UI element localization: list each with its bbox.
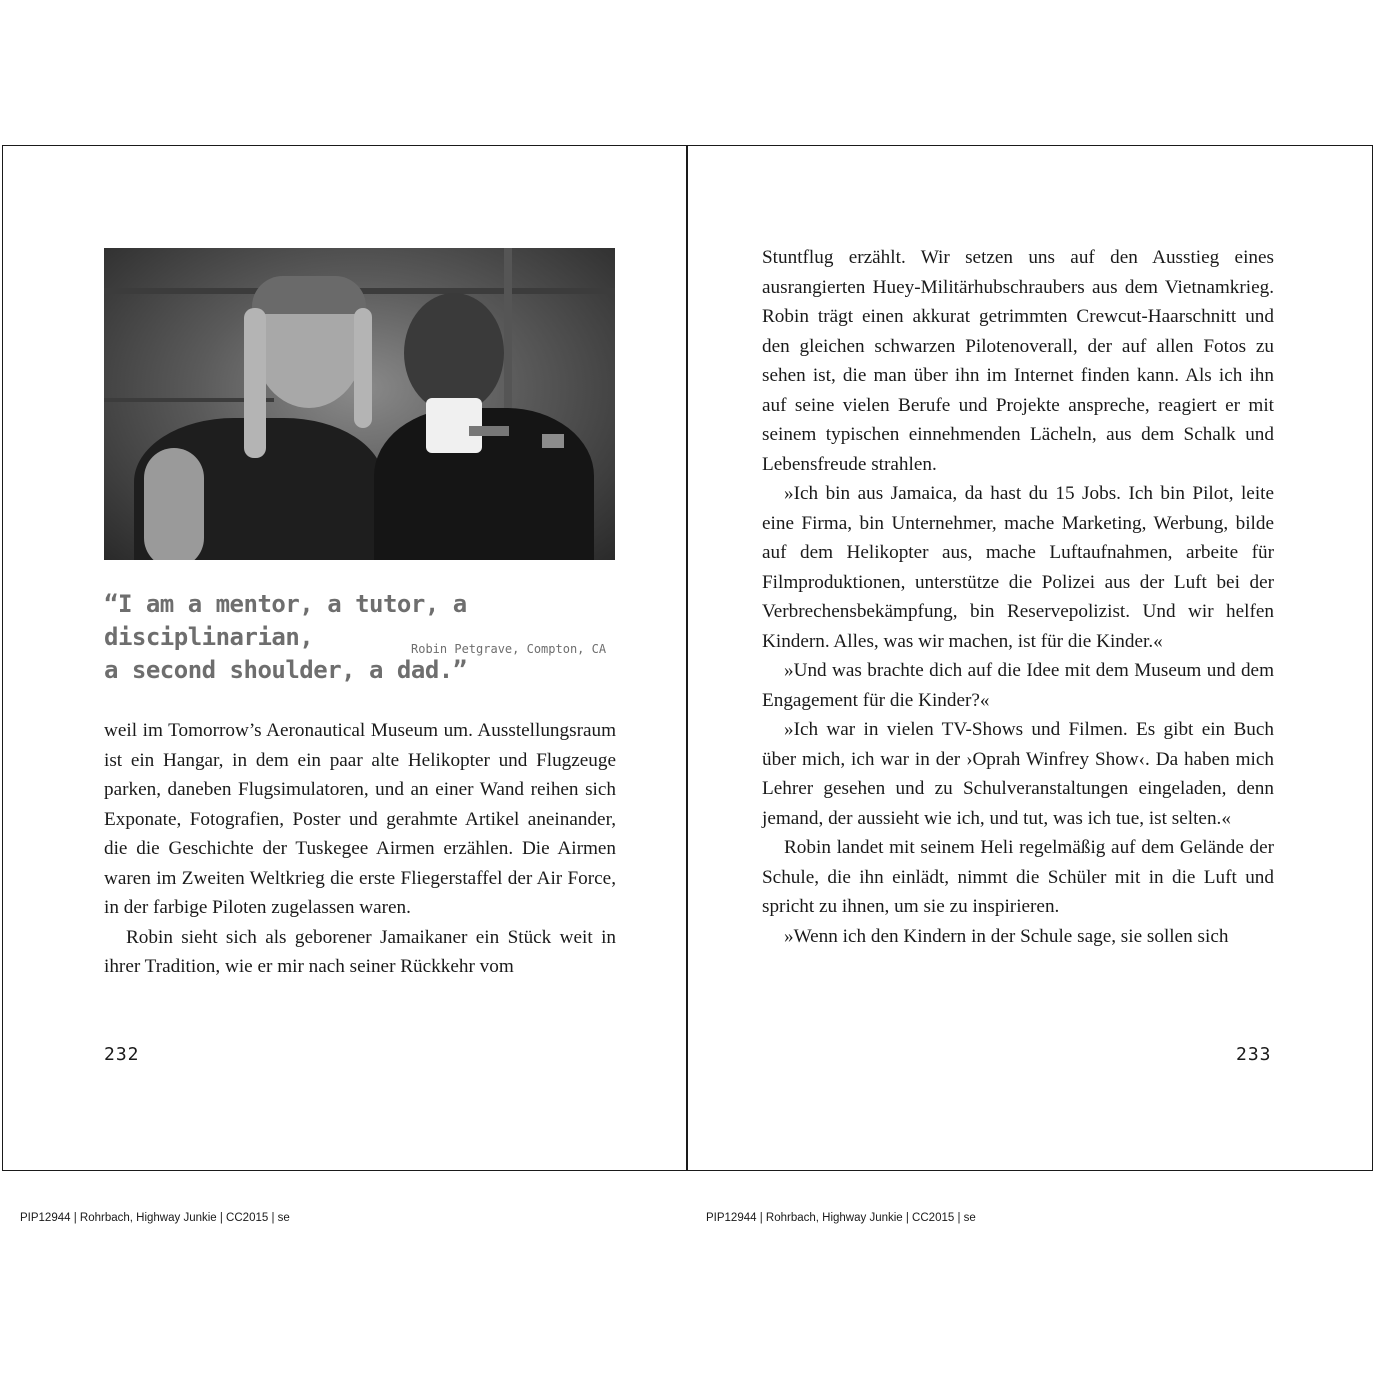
flag-patch [542, 434, 564, 448]
right-paragraph-1: Stuntflug erzählt. Wir setzen uns auf den Ausstieg eines ausrangierten Huey-Militärhubschraubers aus dem Vietnamkrieg. Robin trägt einen akkurat getrimmten Crewcut-Haarschnitt und den gleichen schwarzen Pilotenoverall, der auf allen Fotos zu sehen ist, die man über ihn im Internet finden kann. Als ich ihn auf seine vielen Berufe und Projekte anspreche, reagiert er mit seinem typischen einnehmenden Lächeln, aus dem Schalk und Lebensfreude strahlen. [762, 247, 1274, 475]
pull-quote [104, 588, 624, 687]
right-paragraph-2: »Ich bin aus Jamaica, da hast du 15 Jobs. Ich bin Pilot, leite eine Firma, bin Unternehmer, mache Marketing, Werbung, bilde auf dem Helikopter aus, mache Luftaufnahmen, arbeite für Filmproduktionen, unterstütze die Polizei aus der Luft bei der Verbrechensbekämpfung, bin Reservepolizist. Und wir helfen Kindern. Alles, was wir machen, ist für die Kinder.« [762, 483, 1274, 652]
left-paragraph-2: Robin sieht sich als geborener Jamaikaner ein Stück weit in ihrer Tradition, wie er mir nach seiner Rückkehr vom [104, 926, 616, 977]
portrait-photo [104, 248, 615, 560]
right-page-body [762, 243, 1274, 951]
quote-attribution: Robin Petgrave, Compton, CA [411, 642, 607, 656]
right-paragraph-5: Robin landet mit seinem Heli regelmäßig auf dem Gelände der Schule, die ihn einlädt, nimmt die Schüler mit in die Luft und spricht zu ihnen, um sie zu inspirieren. [762, 837, 1274, 917]
right-page-number: 233 [1236, 1044, 1272, 1065]
left-print-footer: PIP12944 | Rohrbach, Highway Junkie | CC2015 | se [20, 1212, 290, 1224]
right-paragraph-6: »Wenn ich den Kindern in der Schule sage, sie sollen sich [784, 925, 1229, 947]
long-hair-left [244, 308, 266, 458]
right-print-footer: PIP12944 | Rohrbach, Highway Junkie | CC2015 | se [706, 1212, 976, 1224]
pull-quote-line-2: a second shoulder, a dad.” [104, 656, 467, 684]
name-patch [469, 426, 509, 436]
left-page-body [104, 716, 616, 982]
pull-quote-line-1: “I am a mentor, a tutor, a disciplinarian, [104, 590, 467, 651]
person-left-arm [144, 448, 204, 560]
left-paragraph-1: weil im Tomorrow’s Aeronautical Museum um. Ausstellungsraum ist ein Hangar, in dem ein paar alte Helikopter und Flugzeuge parken, daneben Flugsimulatoren, und an einer Wand reihen sich Exponate, Fotografien, Poster und gerahmte Artikel aneinander, die die Geschichte der Tuskegee Airmen erzählen. Die Airmen waren im Zweiten Weltkrieg die erste Fliegerstaffel der Air Force, in der farbige Piloten zugelassen waren. [104, 720, 616, 918]
right-paragraph-3: »Und was brachte dich auf die Idee mit dem Museum und dem Engagement für die Kinder?« [762, 660, 1274, 711]
bandana [252, 276, 366, 314]
right-paragraph-4: »Ich war in vielen TV-Shows und Filmen. Es gibt ein Buch über mich, ich war in der ›Oprah Winfrey Show‹. Da haben mich Lehrer gesehen und zu Schulveranstaltungen eingeladen, denn jemand, der aussieht wie ich, und tut, was ich tue, ist selten.« [762, 719, 1274, 829]
page-fold-line [686, 145, 688, 1171]
left-page-number: 232 [104, 1044, 140, 1065]
person-right-head [404, 293, 504, 413]
long-hair-right [354, 308, 372, 428]
